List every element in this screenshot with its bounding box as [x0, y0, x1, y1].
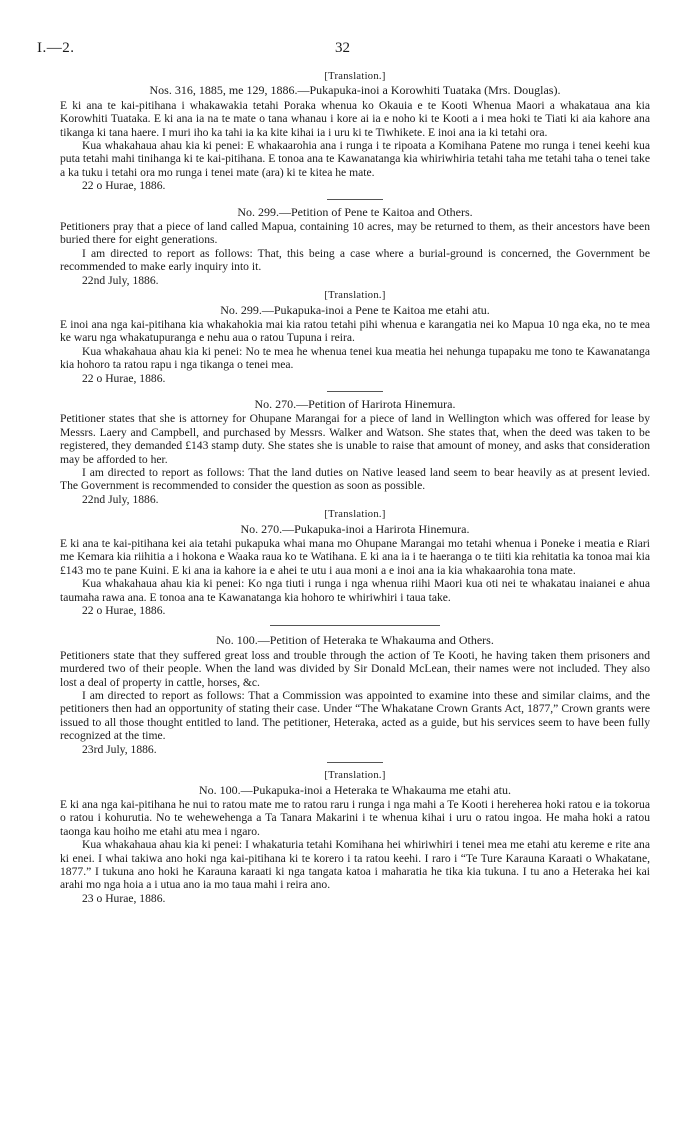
section-divider — [327, 762, 383, 763]
paragraph: I am directed to report as follows: That the land duties on Native leased land seem to bear heavily as at present levied. The Government is recommended to consider the question as soon as possible. — [60, 465, 650, 493]
paragraph: I am directed to report as follows: That, this being a case where a burial-ground is concerned, the Government be recommended to make early inquiry into it. — [60, 246, 650, 274]
paragraph: E ki ana te kai-pitihana kei aia tetahi pukapuka whai mana mo Ohupane Marangai mo tetahi whenua i Poneke i meatia e Riari me Kemara kia riihitia a i hokona e Waaka raua ko te Watihana. E ki ana ia i te haeranga o te tiiti kia rehitatia ka tonoa mai kia £143 mo te pane Kuini. E ki ana ia kahore ia e ahei te utu i aua moni a e inoi ana ia kia whakaarohia tona mate. — [60, 537, 650, 577]
translation-label: [Translation.] — [324, 509, 386, 521]
paragraph: I am directed to report as follows: That a Commission was appointed to examine into these and similar claims, and the petitioners then had an opportunity of stating their case. Under “The Whakatane Crown Grants Act, 1877,” Crown grants were issued to all those thought entitled to land. The petitioner, Heteraka, acted as a guide, but his services seem to have been fully recognized at the time. — [60, 689, 650, 743]
section-title: No. 299.—Pukapuka-inoi a Pene te Kaitoa me etahi atu. — [220, 302, 490, 317]
paragraph: Kua whakahaua ahau kia ki penei: E whakaarohia ana i runga i te ripoata a Komihana Patene mo runga i tenei keehi kua puta tetahi mahi tinihanga ki te kai-pitihana. E tonoa ana te Kawanatanga kia whiriwhiria tetahi taha me tetahi taha o tenei take a ka tuku i tetahi ora mo runga i tenei mate (ara) ki te kitea he mate. — [60, 139, 650, 179]
section-title: No. 299.—Petition of Pene te Kaitoa and Others. — [237, 204, 473, 219]
section-title: No. 270.—Petition of Harirota Hinemura. — [254, 396, 456, 411]
section-date: 22nd July, 1886. — [82, 492, 159, 506]
section-title: Nos. 316, 1885, me 129, 1886.—Pukapuka-inoi a Korowhiti Tuataka (Mrs. Douglas). — [149, 83, 561, 98]
section-title: No. 100.—Petition of Heteraka te Whakauma and Others. — [216, 633, 494, 648]
translation-label: [Translation.] — [324, 770, 386, 782]
section-date: 23rd July, 1886. — [82, 742, 157, 756]
section-divider — [327, 199, 383, 200]
page-number: 32 — [335, 40, 350, 56]
paragraph: E inoi ana nga kai-pitihana kia whakahokia mai kia ratou tetahi pihi whenua e karangatia nei ko Mapua 10 nga eka, no te mea ke waru nga whakatupuranga e nehu aua o ratou Tupuna i reira. — [60, 317, 650, 345]
document-reference: I.—2. — [37, 40, 75, 56]
section-date: 22 o Hurae, 1886. — [82, 371, 166, 385]
section-date: 22 o Hurae, 1886. — [82, 179, 166, 193]
section-title: No. 270.—Pukapuka-inoi a Harirota Hinemura. — [240, 521, 470, 536]
paragraph: Kua whakahaua ahau kia ki penei: Ko nga tiuti i runga i nga whenua riihi Maori kua oti nei te whakatau inaianei e ahua taumaha rawa ana. E tonoa ana te Kawanatanga kia hohoro te whiriwhiri i taua take. — [60, 577, 650, 604]
section-divider — [270, 625, 440, 626]
section-divider — [327, 391, 383, 392]
section-date: 22 o Hurae, 1886. — [82, 604, 166, 618]
paragraph: E ki ana te kai-pitihana i whakawakia tetahi Poraka whenua ko Okauia e te Kooti Whenua Maori a whakataua ana kia Korowhiti Tuataka. E ki ana ia na te mate o tana whanau i kore ai ia e noho ki te Kooti a i mea hoki te Tiati ki aia kahore ana tikanga ki tana haere. I muri iho ka tahi ia ka kite kihai ia i uru ki te Tiwhikete. E inoi ana ia ki tetahi ora. — [60, 98, 650, 139]
paragraph: Petitioner states that she is attorney for Ohupane Marangai for a piece of land in Wellington which was offered for lease by Messrs. Laery and Campbell, and purchased by Messrs. Walker and Watson. She states that, when the deed was taken to be registered, they demanded £143 stamp duty. She states she is unable to raise that amount of money, and asks that consideration may be afforded to her. — [60, 412, 650, 466]
document-body — [60, 68, 650, 905]
paragraph: Petitioners pray that a piece of land called Mapua, containing 10 acres, may be returned to them, as their ancestors have been buried there for eight generations. — [60, 220, 650, 247]
translation-label: [Translation.] — [324, 71, 386, 82]
paragraph: Kua whakahaua ahau kia ki penei: No te mea he whenua tenei kua meatia hei nehunga tupapaku me tono te Kawanatanga kia hohoro ta ratou rapu i nga tikanga o tenei mea. — [60, 344, 650, 372]
paragraph: E ki ana nga kai-pitihana he nui to ratou mate me to ratou raru i runga i nga mahi a Te Kooti i hereherea hoki ratou e ia tokorua o ratou i kohurutia. No te wehewehenga a Ta Tanara Makarini i te whenua kihai i uru o ratou ingoa. He maha hoki a ratou taonga kau hoiho me etahi atu mea i ngaro. — [60, 797, 650, 838]
paragraph: Kua whakahaua ahau kia ki penei: I whakaturia tetahi Komihana hei whiriwhiri i tenei mea me etahi atu kereme e rite ana ki enei. I whai takiwa ano hoki nga kai-pitihana ki te korero i ta ratou keehi. I raro i “Te Ture Karauna Karaati o Whakatane, 1877.” I tukuna ano hoki he Karauna karaati ki nga tangata katoa i maharatia he tika kia tukuna. I tu ano a Heteraka hei kai arahi mo nga hoia a i utua ano ia mo taua mahi i reira ano. — [60, 838, 650, 892]
paragraph: Petitioners state that they suffered great loss and trouble through the action of Te Kooti, he having taken them prisoners and murdered two of their people. When the land was divided by Sir Donald McLean, their names were not included. They also lost a deal of property in cattle, horses, &c. — [60, 648, 650, 689]
section-date: 22nd July, 1886. — [82, 273, 159, 287]
translation-label: [Translation.] — [324, 290, 386, 302]
section-title: No. 100.—Pukapuka-inoi a Heteraka te Whakauma me etahi atu. — [198, 782, 511, 797]
section-date: 23 o Hurae, 1886. — [82, 891, 166, 905]
